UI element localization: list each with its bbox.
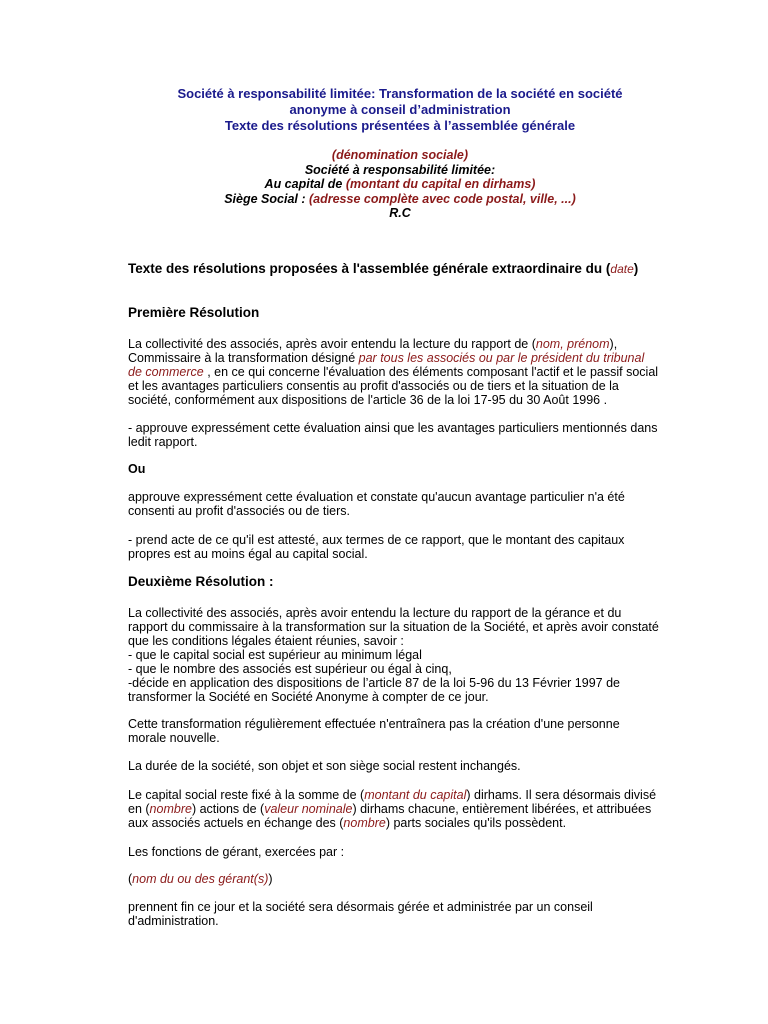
res1-paragraph-4: - prend acte de ce qu'il est attesté, aux termes de ce rapport, que le montant des capitaux propres est au moins égal au capital social.: [128, 533, 625, 561]
res1-ou: Ou: [128, 462, 146, 476]
intro-heading: Texte des résolutions proposées à l'assemblée générale extraordinaire du (date): [128, 261, 639, 276]
capital-placeholder: (montant du capital en dirhams): [345, 177, 536, 191]
title-line-3: Texte des résolutions présentées à l’assemblée générale: [224, 118, 576, 133]
document-title: [110, 86, 690, 134]
res1-paragraph-2: - approuve expressément cette évaluation ainsi que les avantages particuliers mentionnés dans ledit rapport.: [128, 421, 658, 449]
res2-paragraph-3: La durée de la société, son objet et son siège social restent inchangés.: [128, 759, 521, 773]
title-line-2: anonyme à conseil d’administration: [289, 102, 511, 117]
res2-paragraph-1: La collectivité des associés, après avoir entendu la lecture du rapport de la gérance et du rapport du commissaire à la transformation sur la situation de la Société, et après avoir constaté que les conditions légales étaient réunies, savoir : - que le capital social est supérieur au minimum légal - que le nombre des associés est supérieur ou égal à cinq, -décide en application des dispositions de l’article 87 de la loi 5-96 du 13 Février 1997 de transformer la Société en Société Anonyme à compter de ce jour.: [128, 606, 659, 704]
title-line-1: Société à responsabilité limitée: Transformation de la société en société: [177, 86, 623, 101]
rc-line: R.C: [389, 206, 411, 220]
res2-paragraph-5: Les fonctions de gérant, exercées par :: [128, 845, 345, 859]
capital-line: Au capital de (montant du capital en dirhams): [264, 177, 536, 191]
res1-heading: Première Résolution: [128, 305, 260, 320]
res2-paragraph-7: prennent fin ce jour et la société sera désormais gérée et administrée par un conseil d'administration.: [128, 900, 593, 928]
res2-paragraph-4: Le capital social reste fixé à la somme de (montant du capital) dirhams. Il sera désormais divisé en (nombre) actions de (valeur nominale) dirhams chacune, entièrement libérées, et attribuées aux associés actuels en échange des (nombre) parts sociales qu'ils possèdent.: [128, 788, 657, 830]
siege-line: Siège Social : (adresse complète avec code postal, ville, ...): [224, 191, 576, 206]
res2-paragraph-6: (nom du ou des gérant(s)): [128, 872, 273, 886]
gerant-placeholder: nom du ou des gérant(s): [132, 872, 269, 886]
res1-paragraph-1: La collectivité des associés, après avoir entendu la lecture du rapport de (nom, prénom), Commissaire à la transformation désigné par tous les associés ou par le président du tribunal de commerce , en ce qui concerne l'évaluation des éléments composant l'actif et le passif social et les avantages particuliers consentis au profit d'associés ou de tiers et la situation de la société, conformément aux dispositions de l'article 36 de la loi 17-95 du 30 Août 1996 .: [128, 337, 659, 407]
siege-placeholder: (adresse complète avec code postal, ville, ...): [308, 191, 576, 206]
res2-paragraph-2: Cette transformation régulièrement effectuée n'entraînera pas la création d'une personne morale nouvelle.: [128, 717, 620, 745]
denomination-placeholder: (dénomination sociale): [331, 148, 469, 162]
date-placeholder: date: [610, 262, 634, 276]
res1-paragraph-3: approuve expressément cette évaluation et constate qu'aucun avantage particulier n'a été consenti au profit d'associés ou de tiers.: [128, 490, 625, 518]
company-header: [110, 148, 690, 221]
company-form: Société à responsabilité limitée:: [304, 162, 496, 177]
res2-heading: Deuxième Résolution :: [128, 574, 274, 589]
